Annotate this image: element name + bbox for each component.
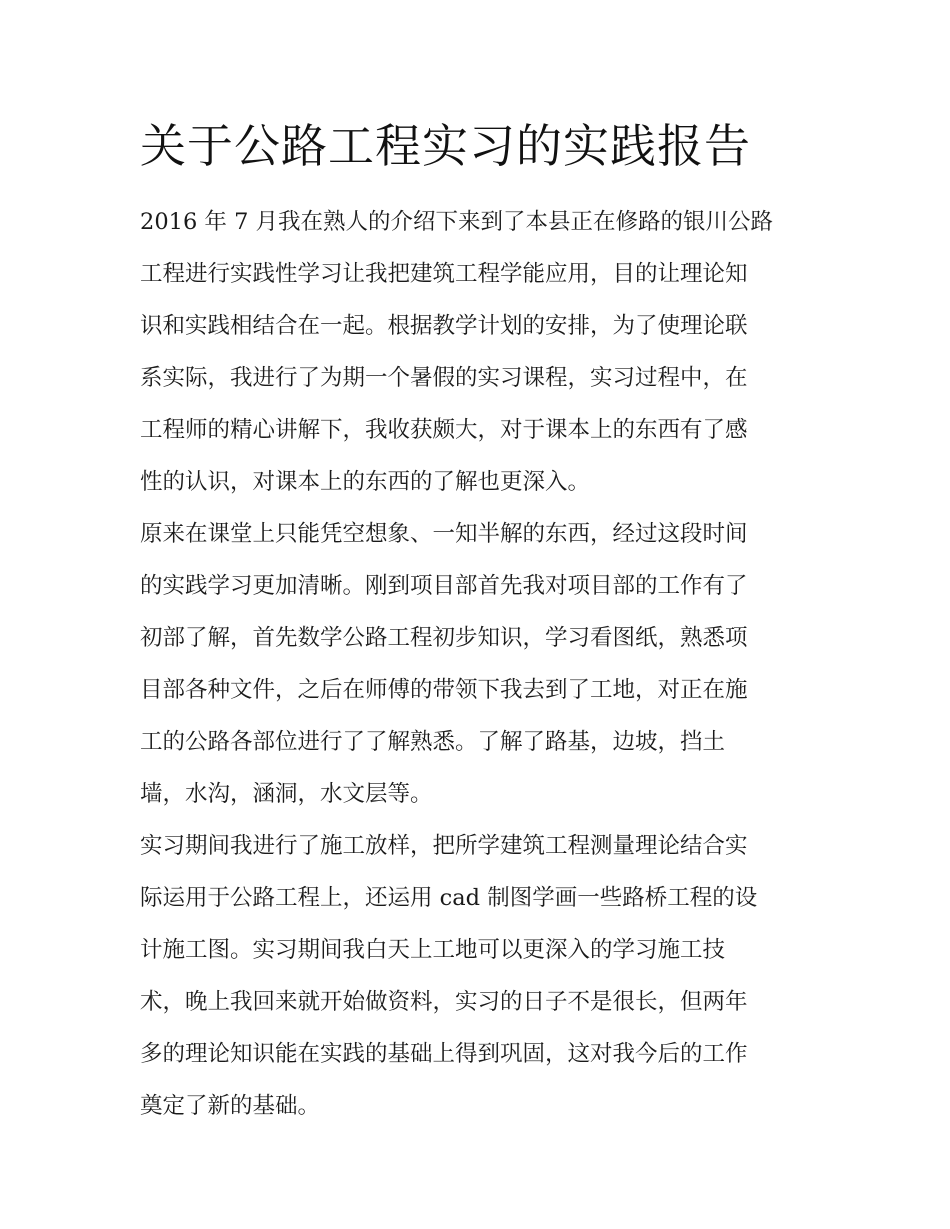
text-line: 计施工图。实习期间我白天上工地可以更深入的学习施工技 bbox=[140, 937, 726, 963]
text-line: 识和实践相结合在一起。根据教学计划的安排，为了使理论联 bbox=[140, 313, 748, 339]
text-line: 系实际，我进行了为期一个暑假的实习课程，实习过程中，在 bbox=[140, 365, 748, 391]
document-body bbox=[140, 196, 820, 1132]
text-line: 墙，水沟，涵洞，水文层等。 bbox=[140, 781, 433, 807]
text-line: 2016 年 7 月我在熟人的介绍下来到了本县正在修路的银川公路 bbox=[140, 209, 774, 235]
paragraph-3 bbox=[140, 820, 820, 1132]
text-line: 际运用于公路工程上，还运用 cad 制图学画一些路桥工程的设 bbox=[140, 885, 758, 911]
text-line: 多的理论知识能在实践的基础上得到巩固，这对我今后的工作 bbox=[140, 1041, 748, 1067]
text-line: 的实践学习更加清晰。刚到项目部首先我对项目部的工作有了 bbox=[140, 573, 748, 599]
text-line: 工程师的精心讲解下，我收获颇大，对于课本上的东西有了感 bbox=[140, 417, 748, 443]
text-line: 实习期间我进行了施工放样，把所学建筑工程测量理论结合实 bbox=[140, 833, 748, 859]
text-line: 初部了解，首先数学公路工程初步知识，学习看图纸，熟悉项 bbox=[140, 625, 748, 651]
paragraph-1 bbox=[140, 196, 820, 508]
text-line: 性的认识，对课本上的东西的了解也更深入。 bbox=[140, 469, 591, 495]
text-line: 奠定了新的基础。 bbox=[140, 1093, 321, 1119]
text-line: 工的公路各部位进行了了解熟悉。了解了路基，边坡，挡土 bbox=[140, 729, 726, 755]
text-line: 工程进行实践性学习让我把建筑工程学能应用，目的让理论知 bbox=[140, 261, 748, 287]
text-line: 目部各种文件，之后在师傅的带领下我去到了工地，对正在施 bbox=[140, 677, 748, 703]
text-line: 原来在课堂上只能凭空想象、一知半解的东西，经过这段时间 bbox=[140, 521, 748, 547]
text-line: 术，晚上我回来就开始做资料，实习的日子不是很长，但两年 bbox=[140, 989, 748, 1015]
document-title: 关于公路工程实习的实践报告 bbox=[140, 119, 751, 173]
paragraph-2 bbox=[140, 508, 820, 820]
